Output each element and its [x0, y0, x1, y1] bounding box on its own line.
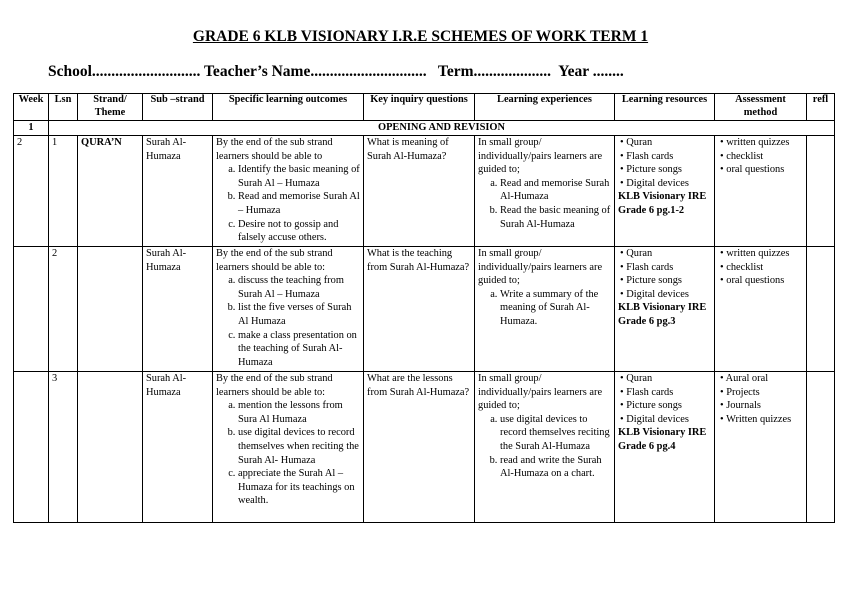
- list-item: • Quran: [627, 136, 711, 150]
- list-item: • Flash cards: [627, 261, 711, 275]
- inquiry-question-cell: What is meaning of Surah Al-Humaza?: [364, 136, 475, 247]
- list-item: • oral questions: [727, 163, 803, 177]
- experiences-intro: In small group/ individually/pairs learners are guided to;: [478, 137, 603, 176]
- schemes-table: [13, 93, 835, 523]
- list-item: b. read and write the Surah Al-Humaza on a chart.: [500, 454, 611, 481]
- week-cell: [14, 247, 49, 372]
- list-item: • Quran: [627, 247, 711, 261]
- list-item: • Digital devices: [627, 177, 711, 191]
- experiences-cell: [475, 247, 615, 372]
- strand-cell: [78, 247, 143, 372]
- list-item: • Digital devices: [627, 288, 711, 302]
- resources-cell: [615, 372, 715, 523]
- column-header: Learning resources: [615, 94, 715, 121]
- list-item: b. Read the basic meaning of Surah Al-Humaza: [500, 204, 611, 231]
- resources-cell: [615, 136, 715, 247]
- column-header: Week: [14, 94, 49, 121]
- outcomes-intro: By the end of the sub strand learners should be able to:: [216, 373, 333, 398]
- table-row: [14, 372, 835, 523]
- column-header: Strand/ Theme: [78, 94, 143, 121]
- outcomes-intro: By the end of the sub strand learners should be able to: [216, 137, 333, 162]
- assessment-cell: [715, 247, 807, 372]
- experiences-cell: [475, 372, 615, 523]
- outcomes-cell: [213, 372, 364, 523]
- column-header: Learning experiences: [475, 94, 615, 121]
- textbook-reference: KLB Visionary IRE Grade 6 pg.4: [618, 427, 707, 452]
- resources-cell: [615, 247, 715, 372]
- list-item: c. appreciate the Surah Al – Humaza for its teachings on wealth.: [238, 467, 360, 508]
- sub-strand-cell: Surah Al-Humaza: [143, 372, 213, 523]
- document-title: GRADE 6 KLB VISIONARY I.R.E SCHEMES OF WORK TERM 1: [192, 28, 649, 45]
- experiences-intro: In small group/ individually/pairs learners are guided to;: [478, 248, 603, 287]
- list-item: • written quizzes: [727, 247, 803, 261]
- outcomes-cell: [213, 247, 364, 372]
- assessment-cell: [715, 372, 807, 523]
- list-item: • Picture songs: [627, 399, 711, 413]
- experiences-intro: In small group/ individually/pairs learners are guided to;: [478, 373, 603, 412]
- list-item: b. Read and memorise Surah Al – Humaza: [238, 190, 360, 217]
- list-item: b. list the five verses of Surah Al Humaza: [238, 301, 360, 328]
- column-header: Key inquiry questions: [364, 94, 475, 121]
- list-item: • Quran: [627, 372, 711, 386]
- list-item: • Picture songs: [627, 274, 711, 288]
- column-header: Lsn: [49, 94, 78, 121]
- list-item: • written quizzes: [727, 136, 803, 150]
- outcomes-cell: [213, 136, 364, 247]
- strand-cell: QURA’N: [78, 136, 143, 247]
- lesson-cell: 2: [49, 247, 78, 372]
- list-item: • Digital devices: [627, 413, 711, 427]
- assessment-cell: [715, 136, 807, 247]
- list-item: • Picture songs: [627, 163, 711, 177]
- inquiry-question-cell: What are the lessons from Surah Al-Humaza?: [364, 372, 475, 523]
- inquiry-question-cell: What is the teaching from Surah Al-Humaza?: [364, 247, 475, 372]
- textbook-reference: KLB Visionary IRE Grade 6 pg.1-2: [618, 191, 707, 216]
- outcomes-intro: By the end of the sub strand learners should be able to:: [216, 248, 333, 273]
- table-row: [14, 247, 835, 372]
- column-header: Specific learning outcomes: [213, 94, 364, 121]
- list-item: a. Read and memorise Surah Al-Humaza: [500, 177, 611, 204]
- experiences-cell: [475, 136, 615, 247]
- column-header: Sub –strand: [143, 94, 213, 121]
- textbook-reference: KLB Visionary IRE Grade 6 pg.3: [618, 302, 707, 327]
- list-item: a. Write a summary of the meaning of Surah Al-Humaza.: [500, 288, 611, 329]
- list-item: a. Identify the basic meaning of Surah Al – Humaza: [238, 163, 360, 190]
- reflection-cell: [807, 247, 835, 372]
- strand-cell: [78, 372, 143, 523]
- list-item: • Flash cards: [627, 386, 711, 400]
- list-item: b. use digital devices to record themselves when reciting the Surah Al- Humaza: [238, 426, 360, 467]
- table-row: [14, 136, 835, 247]
- sub-strand-cell: Surah Al-Humaza: [143, 136, 213, 247]
- list-item: • Projects: [727, 386, 803, 400]
- column-header: refl: [807, 94, 835, 121]
- list-item: • checklist: [727, 261, 803, 275]
- opening-revision: OPENING AND REVISION: [49, 121, 835, 136]
- list-item: • checklist: [727, 150, 803, 164]
- lesson-cell: 1: [49, 136, 78, 247]
- column-header: Assessment method: [715, 94, 807, 121]
- list-item: c. make a class presentation on the teaching of Surah Al-Humaza: [238, 329, 360, 370]
- list-item: c. Desire not to gossip and falsely accuse others.: [238, 218, 360, 245]
- list-item: • Written quizzes: [727, 413, 803, 427]
- list-item: • Journals: [727, 399, 803, 413]
- opening-week: 1: [14, 121, 49, 136]
- list-item: • Flash cards: [627, 150, 711, 164]
- week-cell: [14, 372, 49, 523]
- list-item: a. discuss the teaching from Surah Al – Humaza: [238, 274, 360, 301]
- list-item: a. use digital devices to record themselves reciting the Surah Al-Humaza: [500, 413, 611, 454]
- reflection-cell: [807, 372, 835, 523]
- lesson-cell: 3: [49, 372, 78, 523]
- list-item: a. mention the lessons from Sura Al Humaza: [238, 399, 360, 426]
- school-info-line: School............................ Teacher’s Name.............................. Term.................... Year ........: [48, 63, 624, 80]
- list-item: • Aural oral: [727, 372, 803, 386]
- week-cell: 2: [14, 136, 49, 247]
- reflection-cell: [807, 136, 835, 247]
- sub-strand-cell: Surah Al-Humaza: [143, 247, 213, 372]
- list-item: • oral questions: [727, 274, 803, 288]
